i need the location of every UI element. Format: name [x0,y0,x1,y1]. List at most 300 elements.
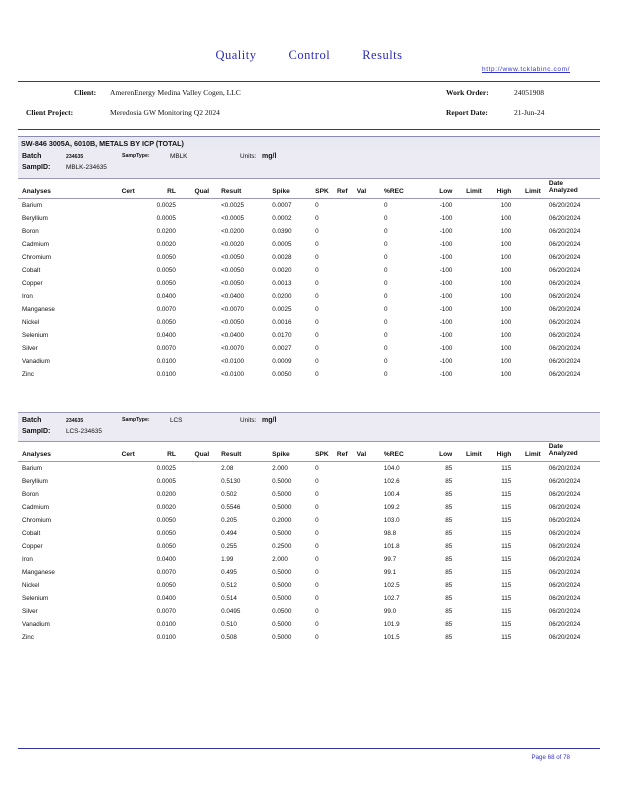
cell-qual [178,368,211,381]
cell-rl: 0.0070 [156,305,176,313]
title-word-results: Results [362,48,403,62]
batch-header-1 [18,149,600,179]
qc-table-2-body [18,461,600,644]
cell-low: 85 [445,633,453,641]
cell-spk: 0 [315,464,319,472]
cell-low: -100 [439,201,453,209]
cell-ref [335,527,355,540]
cell-limit2 [513,488,543,501]
cell-spike: 0.0005 [272,240,292,248]
cell-limit2 [513,225,543,238]
cell-spk: 0 [315,477,319,485]
cell-high: 100 [500,279,512,287]
cell-limit2 [513,566,543,579]
cell-low: 85 [445,477,453,485]
cell-val [355,553,382,566]
cell-qual [178,329,211,342]
cell-ref [335,329,355,342]
col-spk: SPK [313,442,335,461]
col-rec: %REC [382,442,425,461]
cell-spike: 2.000 [272,555,288,563]
cell-limit2 [513,501,543,514]
cell-rec: 109.2 [383,503,400,511]
cell-qual [178,475,211,488]
table-row [18,566,600,579]
cell-rec: 104.0 [383,464,400,472]
cell-ref [335,251,355,264]
cell-cert [107,238,136,251]
col-spk: SPK [313,179,335,198]
table-row [18,316,600,329]
cell-rl: 0.0025 [156,201,176,209]
lab-website-link[interactable]: http://www.tcklabinc.com/ [482,66,570,73]
cell-date: 06/20/2024 [548,344,581,352]
cell-limit [454,553,484,566]
cell-limit2 [513,251,543,264]
cell-ref [335,461,355,475]
cell-spike: 0.0007 [272,201,292,209]
cell-cert [107,501,136,514]
cell-low: 85 [445,464,453,472]
cell-analyte: Iron [22,555,33,563]
report-header-fields [18,88,600,128]
col-qual: Qual [178,442,211,461]
cell-result: 0.512 [221,581,237,589]
cell-high: 100 [500,370,512,378]
cell-spike: 0.0025 [272,305,292,313]
table-row [18,277,600,290]
sampid-value-1: MBLK-234635 [66,164,107,171]
cell-spike: 0.0500 [272,607,292,615]
table-row [18,303,600,316]
cell-limit [454,618,484,631]
cell-qual [178,488,211,501]
cell-analyte: Beryllium [22,214,48,222]
table-row [18,238,600,251]
samptype-label-1: SampType: [122,153,150,159]
cell-qual [178,501,211,514]
cell-cert [107,368,136,381]
cell-analyte: Vanadium [22,620,50,628]
cell-high: 115 [501,503,512,511]
cell-spk: 0 [315,542,319,550]
cell-ref [335,631,355,644]
cell-spk: 0 [315,503,319,511]
cell-low: -100 [439,227,453,235]
cell-rec: 101.5 [383,633,400,641]
cell-high: 115 [501,594,512,602]
cell-cert [107,631,136,644]
cell-result: 0.508 [221,633,237,641]
cell-val [355,316,382,329]
cell-analyte: Boron [22,227,39,235]
cell-rec: 98.8 [383,529,397,537]
col-date-line1: Date [548,180,564,187]
cell-ref [335,501,355,514]
cell-spk: 0 [315,253,319,261]
cell-limit2 [513,618,543,631]
cell-result: 0.5546 [221,503,241,511]
cell-rl: 0.0020 [156,240,176,248]
table-row [18,501,600,514]
cell-cert [107,342,136,355]
cell-limit2 [513,368,543,381]
cell-val [355,566,382,579]
cell-date: 06/20/2024 [548,201,581,209]
cell-rl: 0.0005 [156,214,176,222]
cell-ref [335,290,355,303]
cell-limit [454,592,484,605]
col-ref: Ref [335,442,355,461]
cell-analyte: Beryllium [22,477,48,485]
cell-low: -100 [439,370,453,378]
cell-high: 115 [501,516,512,524]
cell-date: 06/20/2024 [548,568,581,576]
cell-rl: 0.0070 [156,607,176,615]
table-row [18,618,600,631]
work-order-value: 24051908 [514,88,544,97]
cell-spk: 0 [315,214,319,222]
cell-cert [107,329,136,342]
col-limit2: Limit [513,179,543,198]
cell-date: 06/20/2024 [548,477,581,485]
cell-result: <0.0100 [221,370,245,378]
divider-bottom [18,748,600,749]
cell-cert [107,290,136,303]
cell-spike: 0.2000 [272,516,292,524]
cell-high: 100 [500,240,512,248]
cell-limit [454,514,484,527]
cell-limit [454,342,484,355]
title-word-control: Control [288,48,331,62]
cell-ref [335,212,355,225]
cell-rl: 0.0050 [156,279,176,287]
cell-qual [178,553,211,566]
client-project-label: Client Project: [26,108,74,117]
cell-spike: 0.0016 [272,318,292,326]
cell-val [355,488,382,501]
cell-low: 85 [445,516,453,524]
cell-val [355,212,382,225]
cell-low: 85 [445,555,453,563]
cell-rl: 0.0070 [156,344,176,352]
col-ref: Ref [335,179,355,198]
cell-qual [178,579,211,592]
cell-spike: 0.0027 [272,344,292,352]
cell-limit2 [513,540,543,553]
cell-rec: 102.6 [383,477,400,485]
batch-label-2: Batch [22,417,42,424]
cell-high: 115 [501,555,512,563]
col-low: Low [425,442,454,461]
cell-spk: 0 [315,620,319,628]
cell-spike: 0.0020 [272,266,292,274]
cell-limit2 [513,579,543,592]
cell-ref [335,225,355,238]
cell-val [355,605,382,618]
cell-analyte: Iron [22,292,33,300]
cell-val [355,618,382,631]
cell-limit2 [513,277,543,290]
cell-high: 100 [500,253,512,261]
cell-low: -100 [439,266,453,274]
units-label-1: Units: [240,153,257,160]
cell-result: <0.0100 [221,357,245,365]
cell-limit2 [513,592,543,605]
cell-rec: 103.0 [383,516,400,524]
qc-table-2 [18,442,600,644]
col-high: High [484,442,513,461]
cell-analyte: Selenium [22,331,49,339]
cell-high: 100 [500,214,512,222]
cell-date: 06/20/2024 [548,542,581,550]
sampid-label-1: SampID: [22,164,51,171]
cell-date: 06/20/2024 [548,503,581,511]
cell-cert [107,461,136,475]
cell-rl: 0.0100 [156,620,176,628]
cell-spike: 0.0390 [272,227,292,235]
cell-limit [454,501,484,514]
cell-rl: 0.0400 [156,555,176,563]
cell-cert [107,212,136,225]
cell-qual [178,303,211,316]
cell-result: 0.255 [221,542,237,550]
cell-rl: 0.0100 [156,357,176,365]
cell-low: 85 [445,529,453,537]
cell-ref [335,514,355,527]
cell-val [355,501,382,514]
cell-limit2 [513,329,543,342]
cell-spk: 0 [315,318,319,326]
cell-rec: 100.4 [383,490,400,498]
cell-val [355,579,382,592]
cell-limit2 [513,605,543,618]
cell-limit2 [513,631,543,644]
cell-spk: 0 [315,344,319,352]
cell-qual [178,461,211,475]
cell-qual [178,225,211,238]
cell-val [355,527,382,540]
divider-top [18,81,600,82]
cell-limit [454,605,484,618]
cell-limit2 [513,355,543,368]
cell-rl: 0.0400 [156,331,176,339]
report-date-label: Report Date: [446,108,488,117]
cell-ref [335,264,355,277]
cell-high: 100 [500,227,512,235]
cell-ref [335,605,355,618]
cell-date: 06/20/2024 [548,370,581,378]
cell-val [355,514,382,527]
cell-val [355,329,382,342]
cell-spk: 0 [315,279,319,287]
cell-qual [178,514,211,527]
table-row [18,488,600,501]
cell-limit [454,277,484,290]
cell-spike: 0.0013 [272,279,292,287]
col-qual: Qual [178,179,211,198]
cell-rl: 0.0050 [156,581,176,589]
cell-analyte: Chromium [22,253,52,261]
cell-date: 06/20/2024 [548,607,581,615]
cell-rec: 0 [383,201,388,209]
cell-cert [107,264,136,277]
cell-analyte: Silver [22,344,38,352]
cell-spk: 0 [315,607,319,615]
cell-ref [335,342,355,355]
cell-spike: 2.000 [272,464,288,472]
cell-ref [335,277,355,290]
cell-high: 100 [500,305,512,313]
cell-cert [107,605,136,618]
cell-date: 06/20/2024 [548,581,581,589]
cell-spk: 0 [315,529,319,537]
col-date-line2: Analyzed [548,449,578,457]
cell-spk: 0 [315,240,319,248]
cell-val [355,540,382,553]
cell-date: 06/20/2024 [548,555,581,563]
batch-section-2 [18,412,600,644]
cell-high: 100 [500,344,512,352]
cell-qual [178,605,211,618]
cell-rl: 0.0050 [156,266,176,274]
cell-limit [454,303,484,316]
cell-spike: 0.0009 [272,357,292,365]
col-high: High [484,179,513,198]
cell-limit [454,475,484,488]
cell-limit [454,527,484,540]
cell-date: 06/20/2024 [548,464,581,472]
cell-low: 85 [445,594,453,602]
batch-header-2 [18,412,600,442]
cell-rl: 0.0050 [156,318,176,326]
cell-result: <0.0005 [221,214,245,222]
cell-limit [454,355,484,368]
cell-qual [178,631,211,644]
cell-cert [107,618,136,631]
col-val: Val [355,179,382,198]
cell-rec: 0 [383,227,388,235]
cell-analyte: Cobalt [22,266,41,274]
cell-limit2 [513,290,543,303]
cell-high: 115 [501,490,512,498]
cell-qual [178,527,211,540]
samptype-value-2: LCS [170,417,183,424]
cell-result: <0.0050 [221,318,245,326]
cell-spk: 0 [315,633,319,641]
work-order-label: Work Order: [446,88,489,97]
cell-limit2 [513,316,543,329]
col-limit: Limit [454,442,484,461]
cell-result: <0.0050 [221,266,245,274]
cell-limit [454,540,484,553]
cell-ref [335,368,355,381]
cell-low: 85 [445,581,453,589]
method-section [18,136,600,381]
cell-val [355,368,382,381]
cell-cert [107,225,136,238]
cell-spk: 0 [315,201,319,209]
cell-result: <0.0400 [221,292,245,300]
table-row [18,355,600,368]
divider-mid [18,129,600,130]
cell-rl: 0.0050 [156,542,176,550]
cell-spk: 0 [315,331,319,339]
cell-limit [454,251,484,264]
cell-result: 0.495 [221,568,237,576]
cell-low: -100 [439,292,453,300]
cell-ref [335,355,355,368]
cell-analyte: Nickel [22,581,40,589]
cell-limit2 [513,198,543,212]
cell-val [355,225,382,238]
cell-limit [454,316,484,329]
cell-spk: 0 [315,568,319,576]
table-row [18,592,600,605]
cell-limit [454,631,484,644]
table-row [18,212,600,225]
cell-high: 100 [500,201,512,209]
col-limit: Limit [454,179,484,198]
samptype-label-2: SampType: [122,417,150,423]
cell-rec: 102.7 [383,594,400,602]
cell-limit2 [513,342,543,355]
table-row [18,514,600,527]
cell-result: 1.99 [221,555,234,563]
cell-val [355,592,382,605]
cell-low: 85 [445,607,453,615]
cell-val [355,290,382,303]
cell-val [355,475,382,488]
cell-limit [454,329,484,342]
col-limit2: Limit [513,442,543,461]
cell-spike: 0.5000 [272,581,292,589]
cell-high: 115 [501,607,512,615]
cell-ref [335,540,355,553]
cell-result: <0.0020 [221,240,245,248]
cell-rl: 0.0100 [156,633,176,641]
cell-limit [454,368,484,381]
batch-value-1: 234635 [66,154,84,160]
cell-ref [335,553,355,566]
col-analyses: Analyses [18,179,107,198]
cell-qual [178,264,211,277]
cell-qual [178,566,211,579]
cell-analyte: Cadmium [22,503,49,511]
table-row [18,527,600,540]
cell-qual [178,212,211,225]
cell-rec: 0 [383,305,388,313]
cell-ref [335,303,355,316]
cell-result: <0.0070 [221,344,245,352]
cell-limit [454,566,484,579]
cell-low: -100 [439,253,453,261]
cell-val [355,303,382,316]
cell-rec: 99.1 [383,568,397,576]
cell-date: 06/20/2024 [548,253,581,261]
method-title: SW-846 3005A, 6010B, METALS BY ICP (TOTAL) [18,136,600,149]
col-date-analyzed [543,179,600,198]
cell-spk: 0 [315,555,319,563]
cell-spk: 0 [315,370,319,378]
cell-limit2 [513,514,543,527]
cell-spike: 0.0002 [272,214,292,222]
cell-cert [107,355,136,368]
cell-spk: 0 [315,292,319,300]
page-title [0,0,618,64]
cell-date: 06/20/2024 [548,490,581,498]
table-row [18,461,600,475]
